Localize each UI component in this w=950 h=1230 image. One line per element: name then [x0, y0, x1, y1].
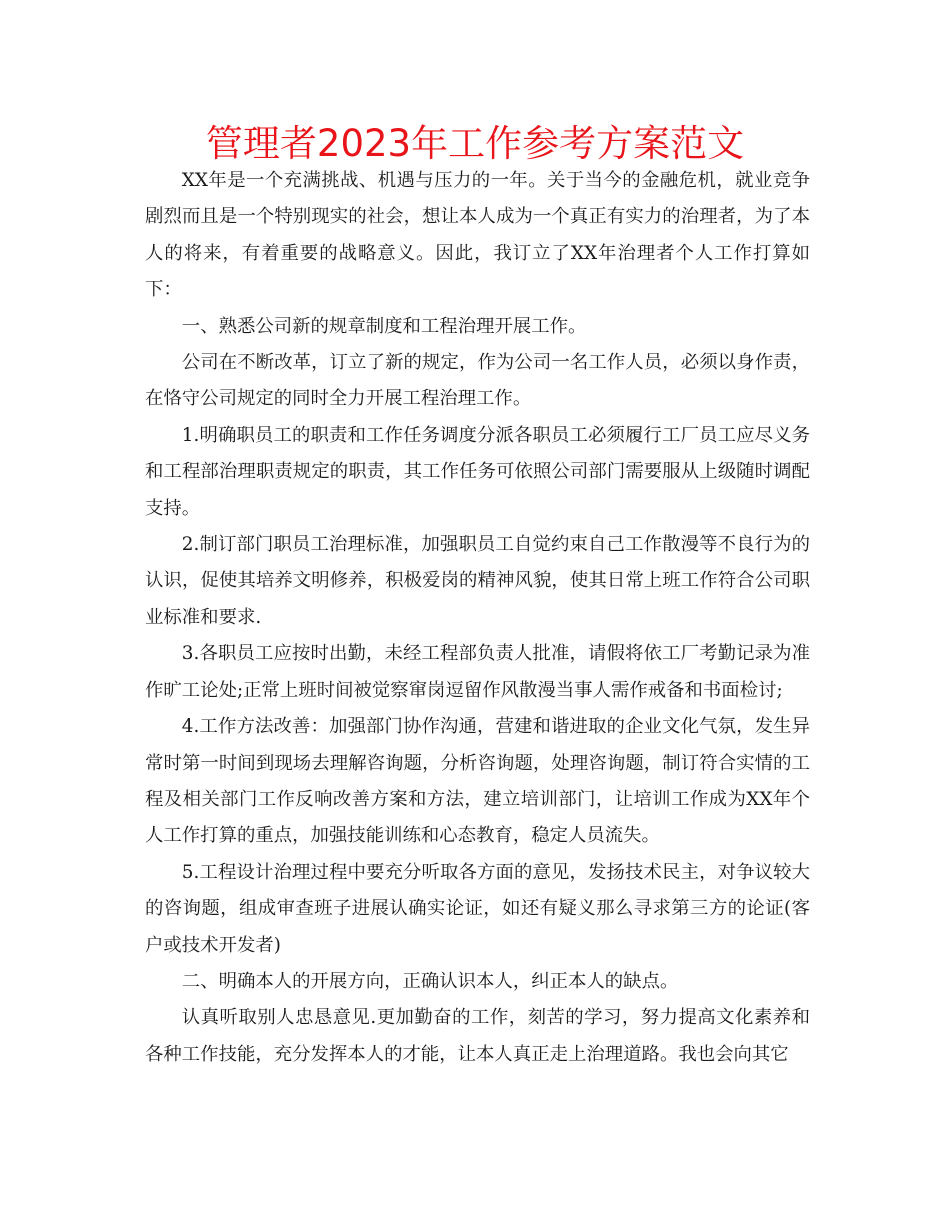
list-item-4: 4.工作方法改善：加强部门协作沟通，营建和谐进取的企业文化气氛，发生异常时第一时间到现场去理解咨询题，分析咨询题，处理咨询题，制订符合实情的工程及相关部门工作反响改善方案和方法，建立培训部门，让培训工作成为XX年个人工作打算的重点，加强技能训练和心态教育，稳定人员流失。	[145, 716, 810, 847]
list-item-5: 5.工程设计治理过程中要充分听取各方面的意见，发扬技术民主，对争议较大的咨询题，组成审查班子进展认确实论证，如还有疑义那么寻求第三方的论证(客户或技术开发者)	[145, 861, 810, 956]
document-body	[145, 163, 810, 1073]
document-title: 管理者2023年工作参考方案范文	[205, 122, 745, 165]
list-item-2: 2.制订部门职员工治理标准，加强职员工自觉约束自己工作散漫等不良行为的认识，促使其培养文明修养，积极爱岗的精神风貌，使其日常上班工作符合公司职业标准和要求.	[145, 534, 810, 628]
section-heading-1: 一、熟悉公司新的规章制度和工程治理开展工作。	[181, 315, 587, 337]
paragraph-intro: XX年是一个充满挑战、机遇与压力的一年。关于当今的金融危机，就业竞争剧烈而且是一个特别现实的社会，想让本人成为一个真正有实力的治理者，为了本人的将来，有着重要的战略意义。因此，我订立了XX年治理者个人工作打算如下：	[145, 170, 810, 301]
paragraph-section-2: 认真听取别人忠恳意见.更加勤奋的工作，刻苦的学习，努力提高文化素养和各种工作技能，充分发挥本人的才能，让本人真正走上治理道路。我也会向其它	[145, 1007, 810, 1065]
paragraph-section-1: 公司在不断改革，订立了新的规定，作为公司一名工作人员，必须以身作责，在恪守公司规定的同时全力开展工程治理工作。	[145, 352, 810, 410]
list-item-1: 1.明确职员工的职责和工作任务调度分派各职员工必须履行工厂员工应尽义务和工程部治理职责规定的职责，其工作任务可依照公司部门需要服从上级随时调配支持。	[145, 424, 810, 519]
list-item-3: 3.各职员工应按时出勤，未经工程部负责人批准，请假将依工厂考勤记录为准作旷工论处;正常上班时间被觉察窜岗逗留作风散漫当事人需作戒备和书面检讨;	[145, 643, 810, 701]
section-heading-2: 二、明确本人的开展方向，正确认识本人，纠正本人的缺点。	[181, 970, 679, 992]
